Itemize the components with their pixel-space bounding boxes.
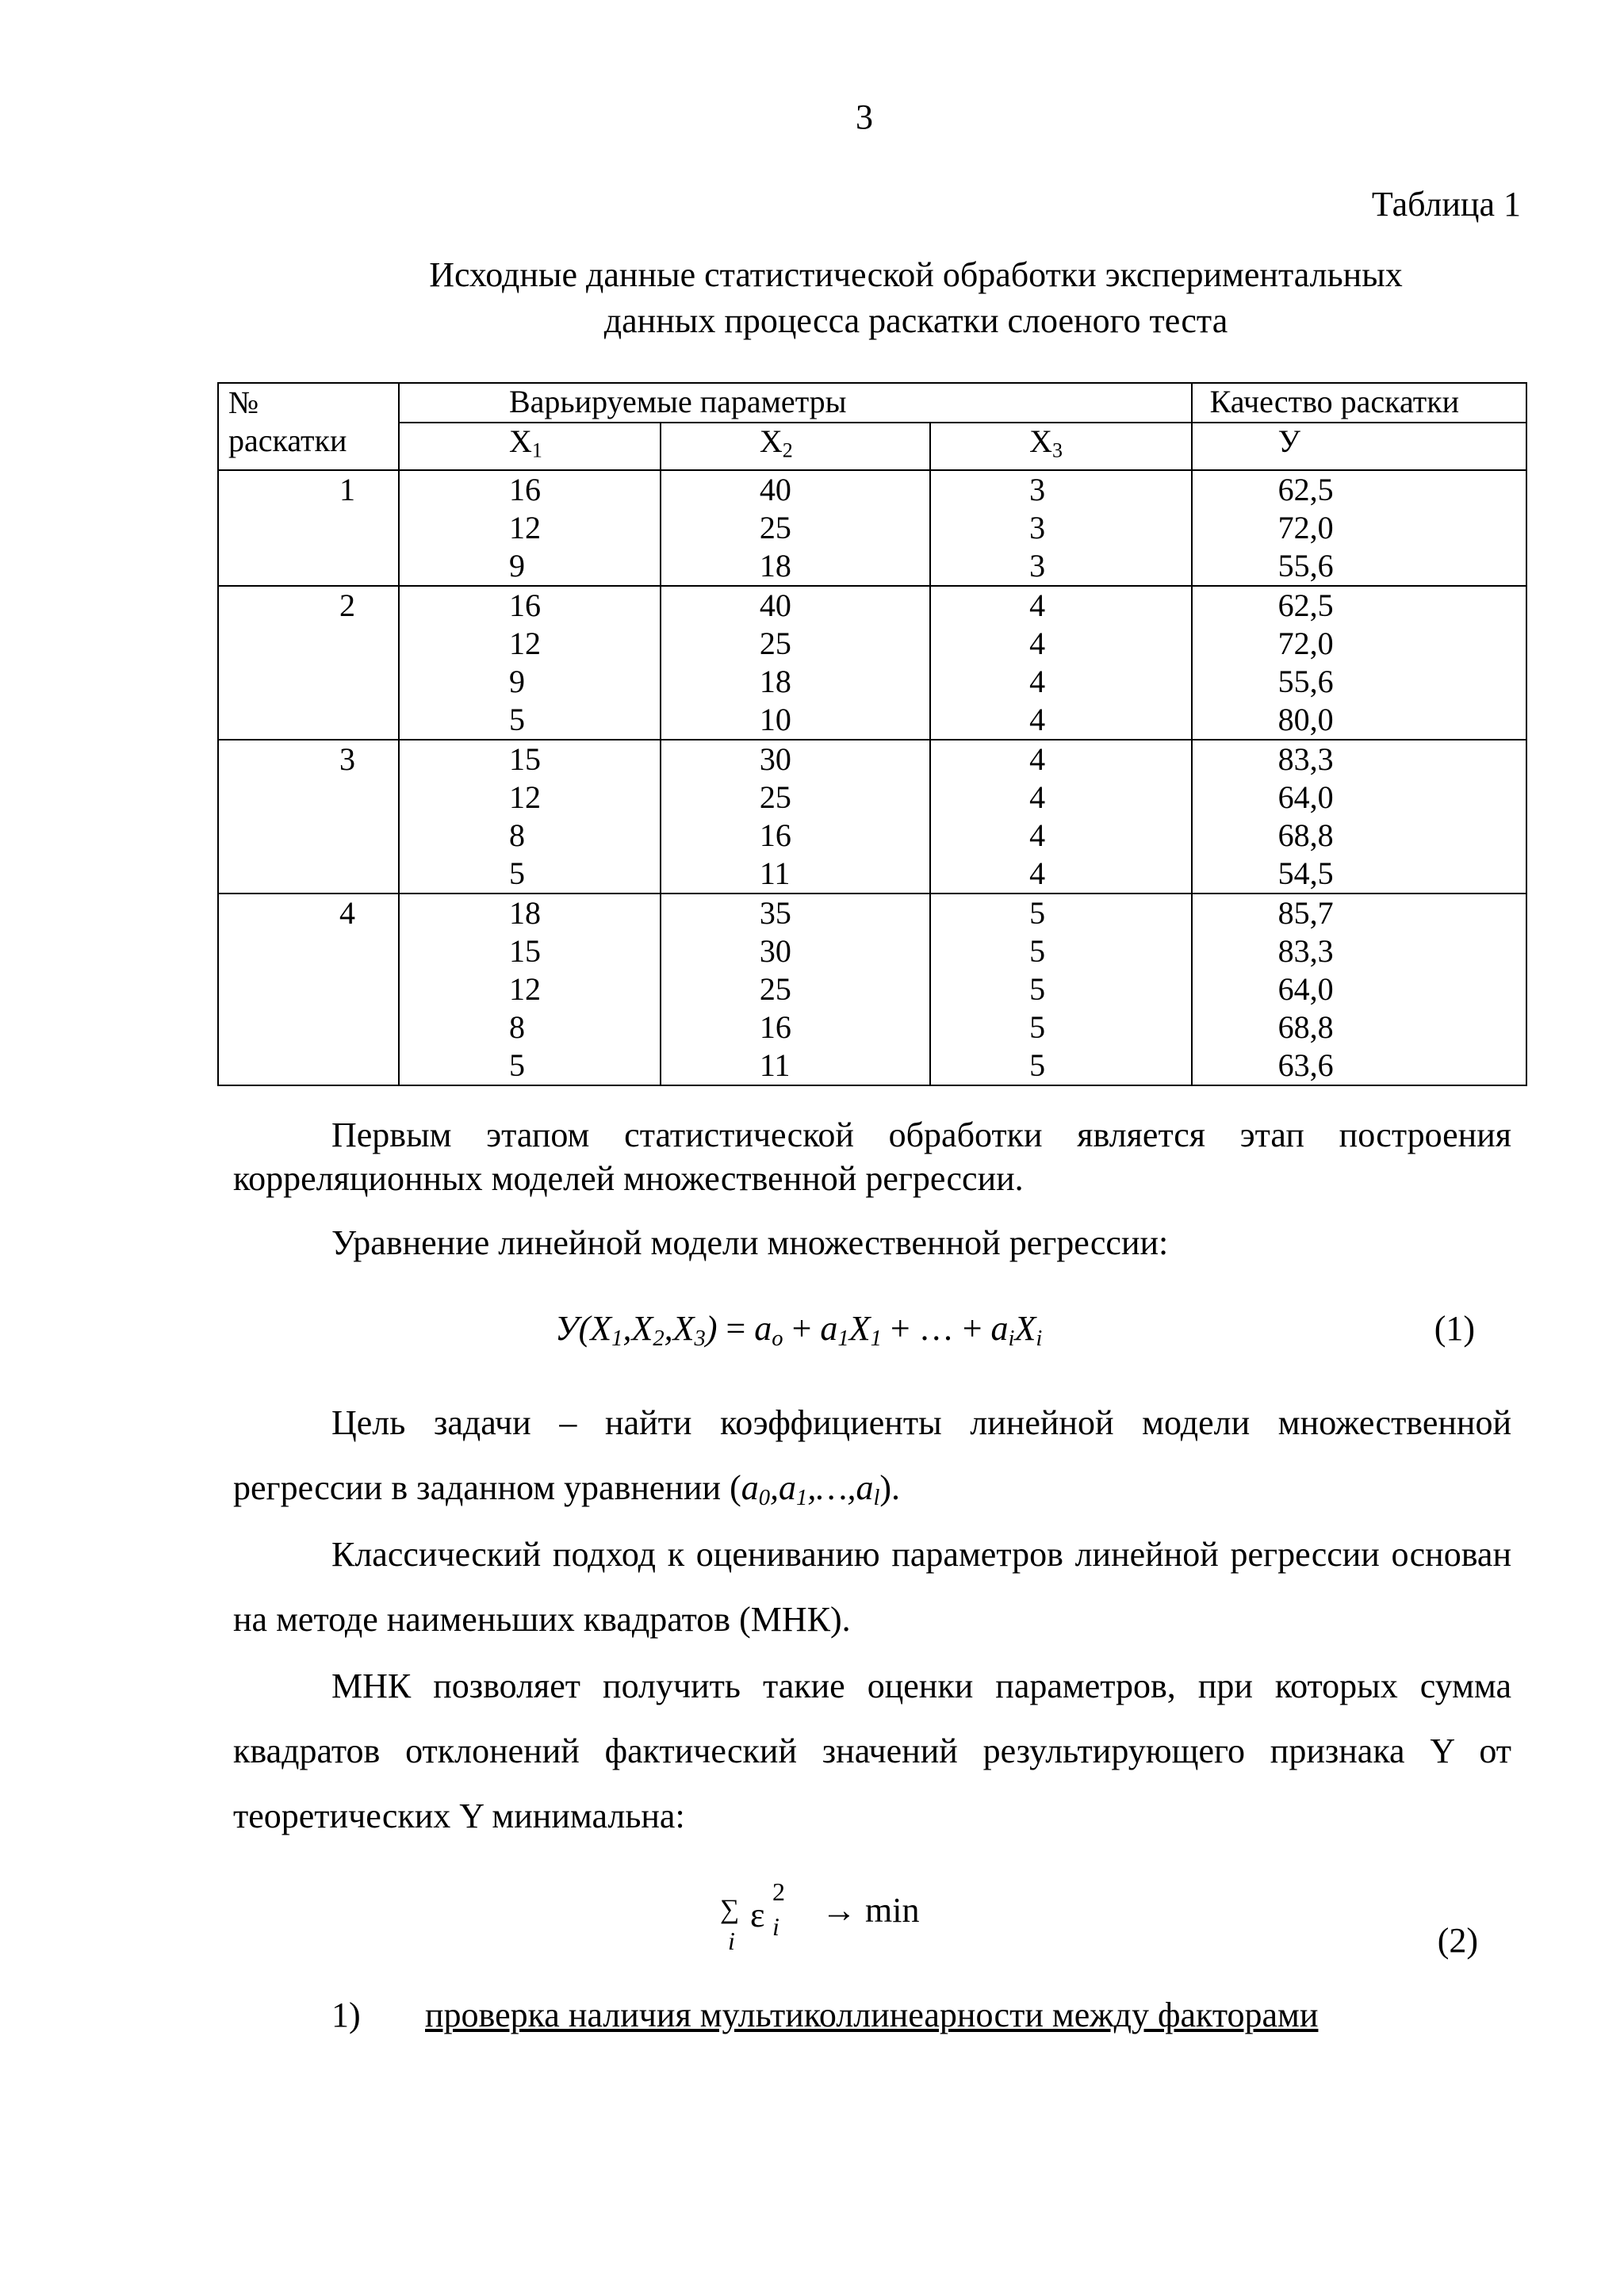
x2-cell: 40 25 18 [661, 470, 930, 586]
header-quality: Качество раскатки [1192, 383, 1526, 423]
paragraph-5: МНК позволяет получить такие оценки параметров, при которых сумма квадратов отклонений фактический значений результирующего признака Y от теоретических Y минимальна: [233, 1667, 1511, 1835]
header-no: № раскатки [218, 383, 399, 470]
group-number-cell: 4 [218, 894, 399, 1085]
x3-cell: 4 4 4 4 [930, 586, 1192, 740]
list-item-1-text: проверка наличия мультиколлинеарности между факторами [425, 1996, 1319, 2034]
x3-cell: 4 4 4 4 [930, 740, 1192, 894]
caption-line-2: данных процесса раскатки слоеного теста [603, 301, 1228, 340]
data-table [217, 382, 1527, 1086]
table-label: Таблица 1 [1371, 185, 1521, 224]
table-group-row [218, 894, 1526, 1085]
table-group-row [218, 586, 1526, 740]
header-y: У [1192, 423, 1526, 470]
x1-cell: 16 12 9 5 [399, 586, 661, 740]
x1-cell: 15 12 8 5 [399, 740, 661, 894]
x1-cell: 16 12 9 [399, 470, 661, 586]
x2-cell: 40 25 18 10 [661, 586, 930, 740]
header-x2: $X_2$ [661, 423, 930, 470]
header-varied-params: Варьируемые параметры [399, 383, 1192, 423]
formula-2: ∑ i ε 2 i → min [720, 1877, 920, 1955]
table-group-row [218, 470, 1526, 586]
x2-cell: 30 25 16 11 [661, 740, 930, 894]
x1-cell: 18 15 12 8 5 [399, 894, 661, 1085]
x2-cell: 35 30 25 16 11 [661, 894, 930, 1085]
caption-line-1: Исходные данные статистической обработки экспериментальных [429, 255, 1403, 294]
table-group-row [218, 740, 1526, 894]
table-caption [381, 252, 1451, 344]
paragraph-1: Первым этапом статистической обработки является этап построения корреляционных моделей множественной регрессии. [233, 1115, 1511, 1198]
group-number-cell: 1 [218, 470, 399, 586]
paragraph-3: Цель задачи – найти коэффициенты линейной модели множественной регрессии в заданном уравнении $(a_0,a_1,\dots,a_l)$. [233, 1403, 1511, 1511]
x3-cell: 3 3 3 [930, 470, 1192, 586]
y-cell: 62,5 72,0 55,6 [1192, 470, 1526, 586]
formula-1-number: (1) [1434, 1309, 1475, 1348]
formula-2-number: (2) [1437, 1921, 1478, 1960]
group-number-cell: 3 [218, 740, 399, 894]
group-number-cell: 2 [218, 586, 399, 740]
y-cell: 62,5 72,0 55,6 80,0 [1192, 586, 1526, 740]
x3-cell: 5 5 5 5 5 [930, 894, 1192, 1085]
list-item-1-marker: 1) [331, 1996, 361, 2034]
paragraph-4: Классический подход к оцениванию параметров линейной регрессии основан на методе наименьших квадратов (МНК). [233, 1535, 1511, 1639]
formula-1: $У(X_1,X_2,X_3) = a_o + a_1X_1$ + … + $a_iX_i$ [555, 1309, 1043, 1352]
y-cell: 83,3 64,0 68,8 54,5 [1192, 740, 1526, 894]
y-cell: 85,7 83,3 64,0 68,8 63,6 [1192, 894, 1526, 1085]
header-x3: $X_3$ [930, 423, 1192, 470]
paragraph-2: Уравнение линейной модели множественной регрессии: [331, 1223, 1169, 1262]
header-x1: $X_1$ [399, 423, 661, 470]
page-number: 3 [856, 98, 873, 136]
